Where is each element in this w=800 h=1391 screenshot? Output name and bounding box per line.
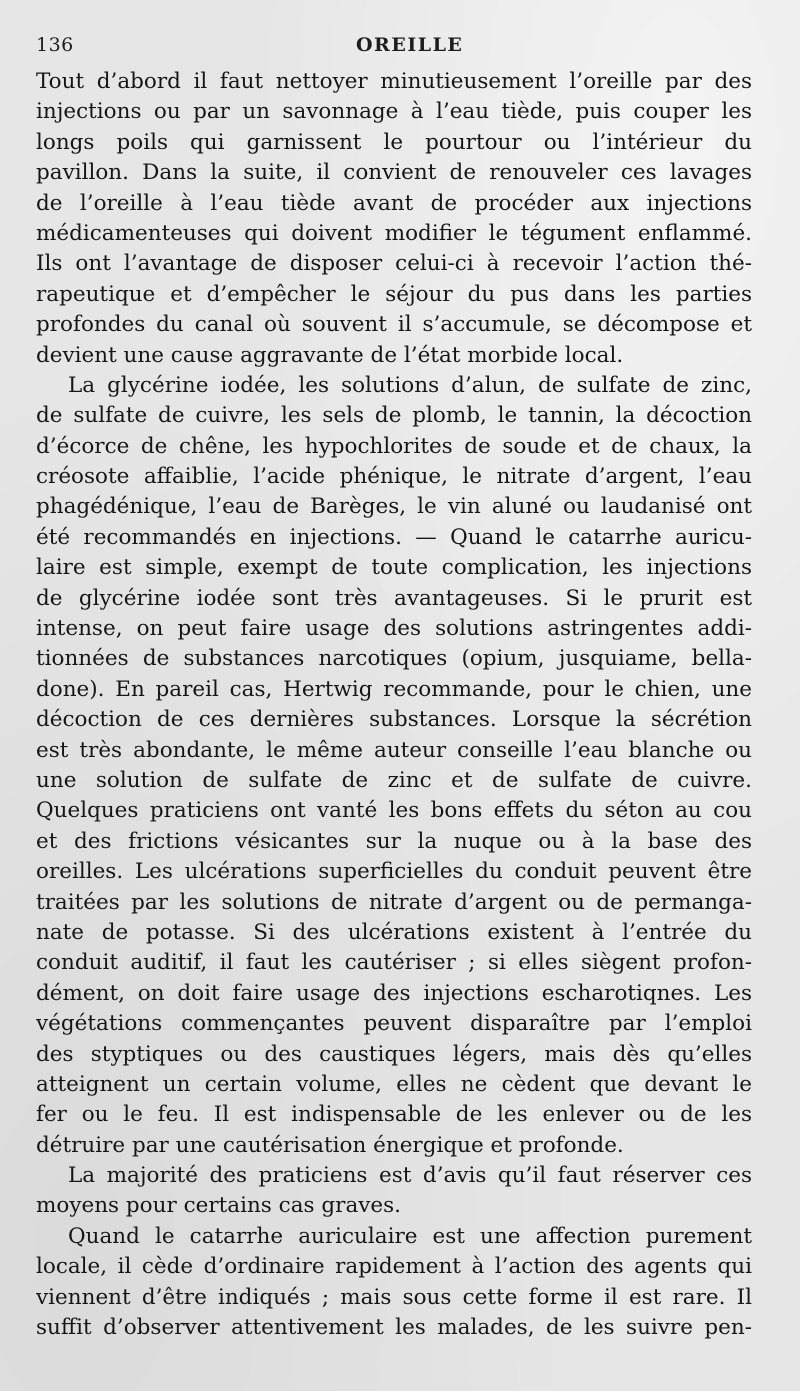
text-line: dément, on doit faire usage des injections escharotiqnes. Les (36, 980, 752, 1006)
text-line: créosote affaiblie, l’acide phénique, le nitrate d’argent, l’eau (36, 464, 752, 490)
text-line: locale, il cède d’ordinaire rapidement à l’action des agents qui (36, 1254, 752, 1280)
running-head: OREILLE (356, 34, 464, 56)
text-line: décoction de ces dernières substances. Lorsque la sécrétion (36, 707, 752, 733)
text-line: été recommandés en injections. — Quand le catarrhe auricu- (36, 524, 752, 550)
text-line: viennent d’être indiqués ; mais sous cette forme il est rare. Il (36, 1284, 752, 1310)
page-number: 136 (36, 34, 74, 56)
text-line: moyens pour certains cas graves. (36, 1193, 401, 1219)
text-line: détruire par une cautérisation énergique et profonde. (36, 1132, 624, 1158)
text-line: une solution de sulfate de zinc et de sulfate de cuivre. (36, 767, 752, 793)
text-line: est très abondante, le même auteur conseille l’eau blanche ou (36, 737, 752, 763)
text-line: et des frictions vésicantes sur la nuque ou à la base des (36, 828, 752, 854)
text-line: nate de potasse. Si des ulcérations existent à l’entrée du (36, 919, 752, 945)
body-text (36, 67, 752, 1343)
text-line: devient une cause aggravante de l’état morbide local. (36, 342, 624, 368)
text-line: oreilles. Les ulcérations superficielles du conduit peuvent être (36, 859, 752, 885)
text-line: de glycérine iodée sont très avantageuses. Si le prurit est (36, 585, 752, 611)
text-line: végétations commençantes peuvent disparaître par l’emploi (36, 1011, 752, 1037)
text-line: Tout d’abord il faut nettoyer minutieusement l’oreille par des (36, 69, 752, 94)
text-line: rapeutique et d’empêcher le séjour du pus dans les parties (36, 281, 752, 307)
text-line: La majorité des praticiens est d’avis qu’il faut réserver ces (68, 1163, 752, 1189)
text-line: Quand le catarrhe auriculaire est une affection purement (68, 1223, 752, 1249)
text-line: La glycérine iodée, les solutions d’alun, de sulfate de zinc, (68, 372, 752, 398)
text-line: profondes du canal où souvent il s’accumule, se décompose et (36, 312, 752, 338)
text-line: suffit d’observer attentivement les malades, de les suivre pen- (36, 1315, 752, 1341)
text-line: laire est simple, exempt de toute complication, les injections (36, 555, 752, 581)
text-line: atteignent un certain volume, elles ne cèdent que devant le (36, 1071, 752, 1097)
text-line: done). En pareil cas, Hertwig recommande, pour le chien, une (36, 676, 752, 702)
text-line: d’écorce de chêne, les hypochlorites de soude et de chaux, la (36, 433, 752, 459)
text-line: intense, on peut faire usage des solutions astringentes addi- (36, 616, 752, 642)
text-line: fer ou le feu. Il est indispensable de les enlever ou de les (36, 1102, 752, 1128)
text-line: tionnées de substances narcotiques (opium, jusquiame, bella- (36, 646, 752, 672)
text-line: pavillon. Dans la suite, il convient de renouveler ces lavages (36, 160, 752, 186)
text-line: injections ou par un savonnage à l’eau tiède, puis couper les (36, 99, 752, 125)
text-line: de l’oreille à l’eau tiède avant de procéder aux injections (36, 190, 752, 216)
text-line: de sulfate de cuivre, les sels de plomb, le tannin, la décoction (36, 403, 752, 429)
text-line: des styptiques ou des caustiques légers, mais dès qu’elles (36, 1041, 752, 1067)
text-line: médicamenteuses qui doivent modifier le tégument enflammé. (36, 220, 752, 246)
text-line: traitées par les solutions de nitrate d’argent ou de permanga- (36, 889, 752, 915)
text-line: Ils ont l’avantage de disposer celui-ci à recevoir l’action thé- (36, 251, 752, 277)
page-header (36, 30, 756, 60)
text-line: phagédénique, l’eau de Barèges, le vin aluné ou laudanisé ont (36, 494, 752, 520)
text-line: Quelques praticiens ont vanté les bons effets du séton au cou (36, 798, 752, 824)
text-line: conduit auditif, il faut les cautériser ; si elles siègent profon- (36, 950, 752, 976)
text-line: longs poils qui garnissent le pourtour ou l’intérieur du (36, 129, 752, 155)
